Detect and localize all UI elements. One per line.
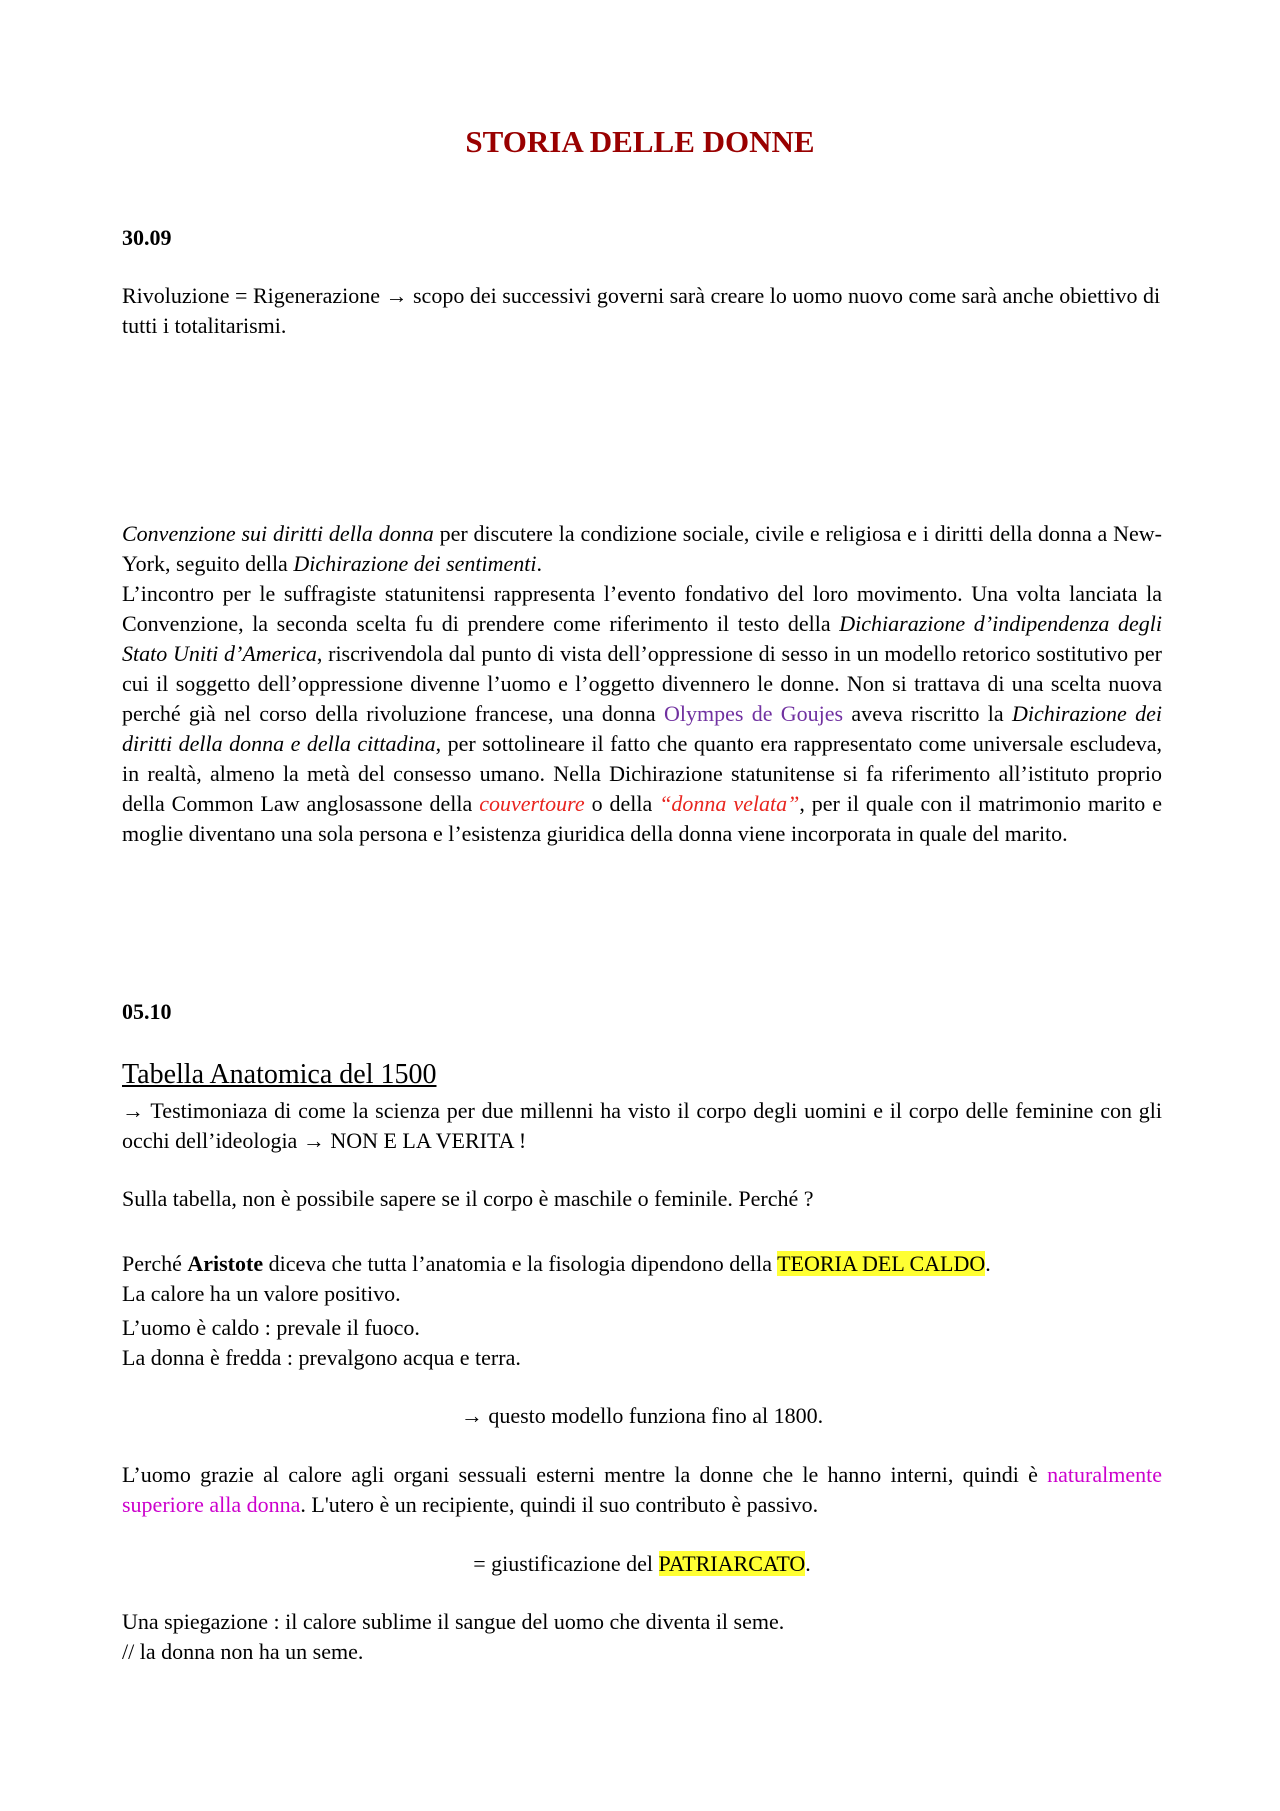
dichiarazione-indipendenza-title: Dichiarazione d’indipendenza degli Stato Uniti d’America — [122, 611, 1162, 666]
text-run: , per il quale con il matrimonio marito e moglie diventano una sola persona e l’esistenza giuridica della donna viene incorporata in quale del marito. — [122, 791, 1162, 846]
teoria-del-caldo-highlight: TEORIA DEL CALDO — [777, 1251, 986, 1276]
aristote-line-2: La calore ha un valore positivo. — [122, 1281, 401, 1306]
paragraph-caldo-freddo — [122, 1313, 1162, 1373]
tabella-anatomica-heading: Tabella Anatomica del 1500 — [122, 1059, 437, 1090]
text-run: per discutere la condizione sociale, civile e religiosa e i diritti della donna a New-York, seguito della — [122, 521, 1162, 576]
aristote-name: Aristote — [187, 1251, 264, 1276]
text-run: diceva che tutta l’anatomia e la fisologia dipendono della — [263, 1251, 778, 1276]
spiegazione-line-2: // la donna non ha un seme. — [122, 1639, 364, 1664]
paragraph-organi — [122, 1460, 1162, 1520]
text-run: . L'utero è un recipiente, quindi il suo contributo è passivo. — [300, 1492, 819, 1517]
paragraph-aristote — [122, 1249, 1162, 1309]
text-run: Perché — [122, 1251, 188, 1276]
date-heading-1: 30.09 — [122, 225, 172, 250]
date-heading-2: 05.10 — [122, 999, 172, 1024]
dichirazione-diritti-title: Dichirazione dei diritti della donna e della cittadina — [122, 701, 1162, 756]
olympes-de-goujes-name: Olympes de Goujes — [663, 701, 844, 726]
text-run: aveva riscritto la — [843, 701, 1012, 726]
paragraph-convenzione — [122, 519, 1162, 579]
uomo-caldo-line: L’uomo è caldo : prevale il fuoco. — [122, 1315, 420, 1340]
text-run: , riscrivendola dal punto di vista dell’oppressione di sesso in un modello retorico sostitutivo per cui il soggetto dell’oppressione divenne l’uomo e l’oggetto divennero le donne. Non si trattava di una scelta nuova perché già nel corso della rivoluzione francese, una donna — [122, 641, 1162, 726]
text-run: . — [985, 1251, 991, 1276]
text-run: L’incontro per le suffragiste statunitensi rappresenta l’evento fondativo del loro movimento. Una volta lanciata la Convenzione, la seconda scelta fu di prendere come riferimento il testo della — [122, 581, 1162, 636]
donna-fredda-line: La donna è fredda : prevalgono acqua e terra. — [122, 1345, 521, 1370]
text-run: o della — [584, 791, 660, 816]
paragraph-modello: → questo modello funziona fino al 1800. — [460, 1403, 824, 1428]
couvertoure-term: couvertoure — [479, 791, 585, 816]
page-title: STORIA DELLE DONNE — [465, 124, 815, 159]
paragraph-sulla-tabella: Sulla tabella, non è possibile sapere se il corpo è maschile o feminile. Perché ? — [122, 1186, 814, 1211]
text-run: . — [805, 1551, 811, 1576]
dichirazione-sentimenti-title: Dichirazione dei sentimenti — [293, 551, 537, 576]
paragraph-testimoniaza: → Testimoniaza di come la scienza per due millenni ha visto il corpo degli uomini e il corpo delle feminine con gli occhi dell’ideologia → NON E LA VERITA ! — [122, 1098, 1162, 1153]
patriarcato-highlight: PATRIARCATO — [658, 1551, 806, 1576]
paragraph-spiegazione — [122, 1607, 1162, 1667]
paragraph-rivoluzione: Rivoluzione = Rigenerazione → scopo dei successivi governi sarà creare lo uomo nuovo come sarà anche obiettivo di tutti i totalitarismi. — [122, 283, 1161, 338]
superiore-phrase: naturalmente superiore alla donna — [122, 1462, 1162, 1517]
text-run: , per sottolineare il fatto che quanto era rappresentato come universale escludeva, in realtà, almeno la metà del consesso umano. Nella Dichirazione statunitense si fa riferimento all’istituto proprio della Common Law anglosassone della — [122, 731, 1162, 816]
paragraph-suffragiste — [122, 579, 1162, 849]
text-run: . — [536, 551, 543, 576]
spiegazione-line-1: Una spiegazione : il calore sublime il sangue del uomo che diventa il seme. — [122, 1609, 785, 1634]
paragraph-patriarcato — [122, 1549, 1162, 1579]
text-run: = giustificazione del — [473, 1551, 659, 1576]
aristote-line-1 — [122, 1249, 1162, 1279]
donna-velata-term: “donna velata” — [659, 791, 800, 816]
text-run: L’uomo grazie al calore agli organi sessuali esterni mentre la donne che le hanno interni, quindi è — [122, 1462, 1048, 1487]
convenzione-title: Convenzione sui diritti della donna — [122, 521, 434, 546]
